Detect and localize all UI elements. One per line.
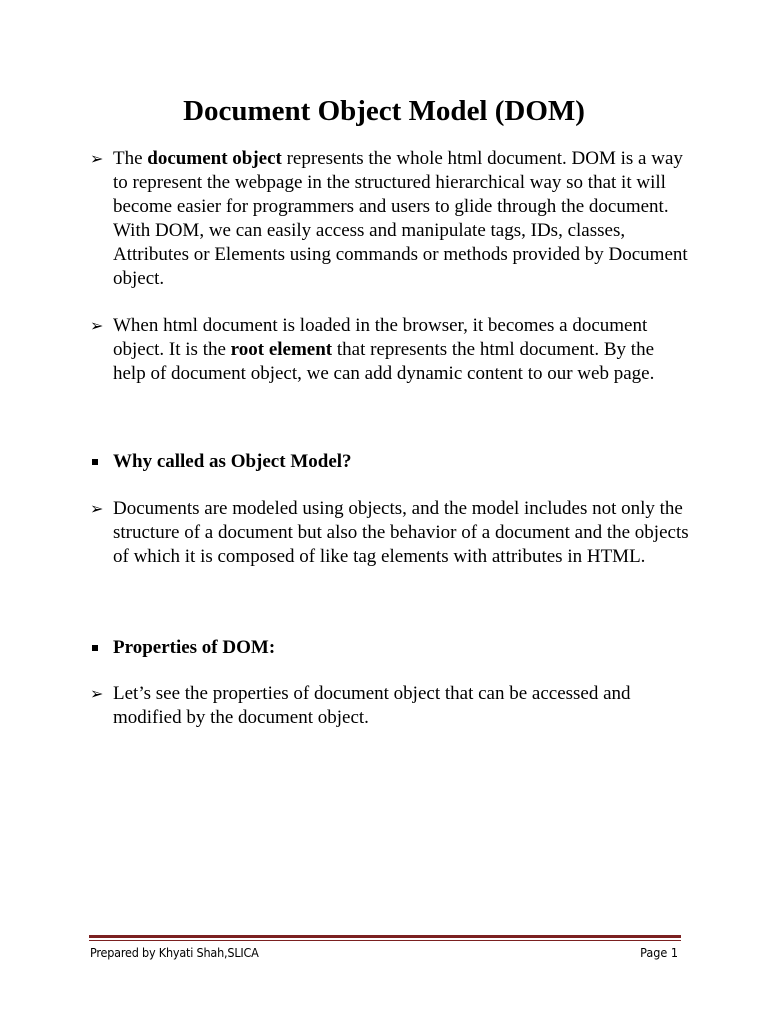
page-title: Document Object Model (DOM) [183,95,585,127]
arrow-bullet-icon: ➢ [90,684,104,703]
footer-author: Prepared by Khyati Shah,SLICA [90,945,259,960]
paragraph-text: The document object represents the whole html document. DOM is a way to represent the webpage in the structured hierarchical way so that it will become easier for programmers and users to glide through the document. With DOM, we can easily access and manipulate tags, IDs, classes, Attributes or Elements using commands or methods provided by Document object. [113,148,688,289]
paragraph-root-element [90,314,690,386]
paragraph-document-object [90,147,690,291]
paragraph-text: Documents are modeled using objects, and the model includes not only the structure of a document but also the behavior of a document and the objects of which it is composed of like tag elements with attributes in HTML. [113,498,689,567]
arrow-bullet-icon: ➢ [90,149,104,168]
heading-properties-of-dom: Properties of DOM: [90,636,690,660]
arrow-bullet-icon: ➢ [90,316,104,335]
footer-page-number: Page 1 [640,945,678,960]
paragraph-properties [90,682,690,730]
footer-divider-thick [89,935,681,938]
paragraph-text: When html document is loaded in the browser, it becomes a document object. It is the root element that represents the html document. By the help of document object, we can add dynamic content to our web page. [113,315,655,384]
paragraph-text: Let’s see the properties of document object that can be accessed and modified by the document object. [113,683,631,728]
square-bullet-icon [92,459,98,465]
paragraph-modeled-objects [90,497,690,569]
arrow-bullet-icon: ➢ [90,499,104,518]
bold-term: document object [147,148,282,169]
footer-divider-thin [89,940,681,941]
square-bullet-icon [92,645,98,651]
heading-why-object-model: Why called as Object Model? [90,450,690,474]
bold-term: root element [230,339,333,360]
